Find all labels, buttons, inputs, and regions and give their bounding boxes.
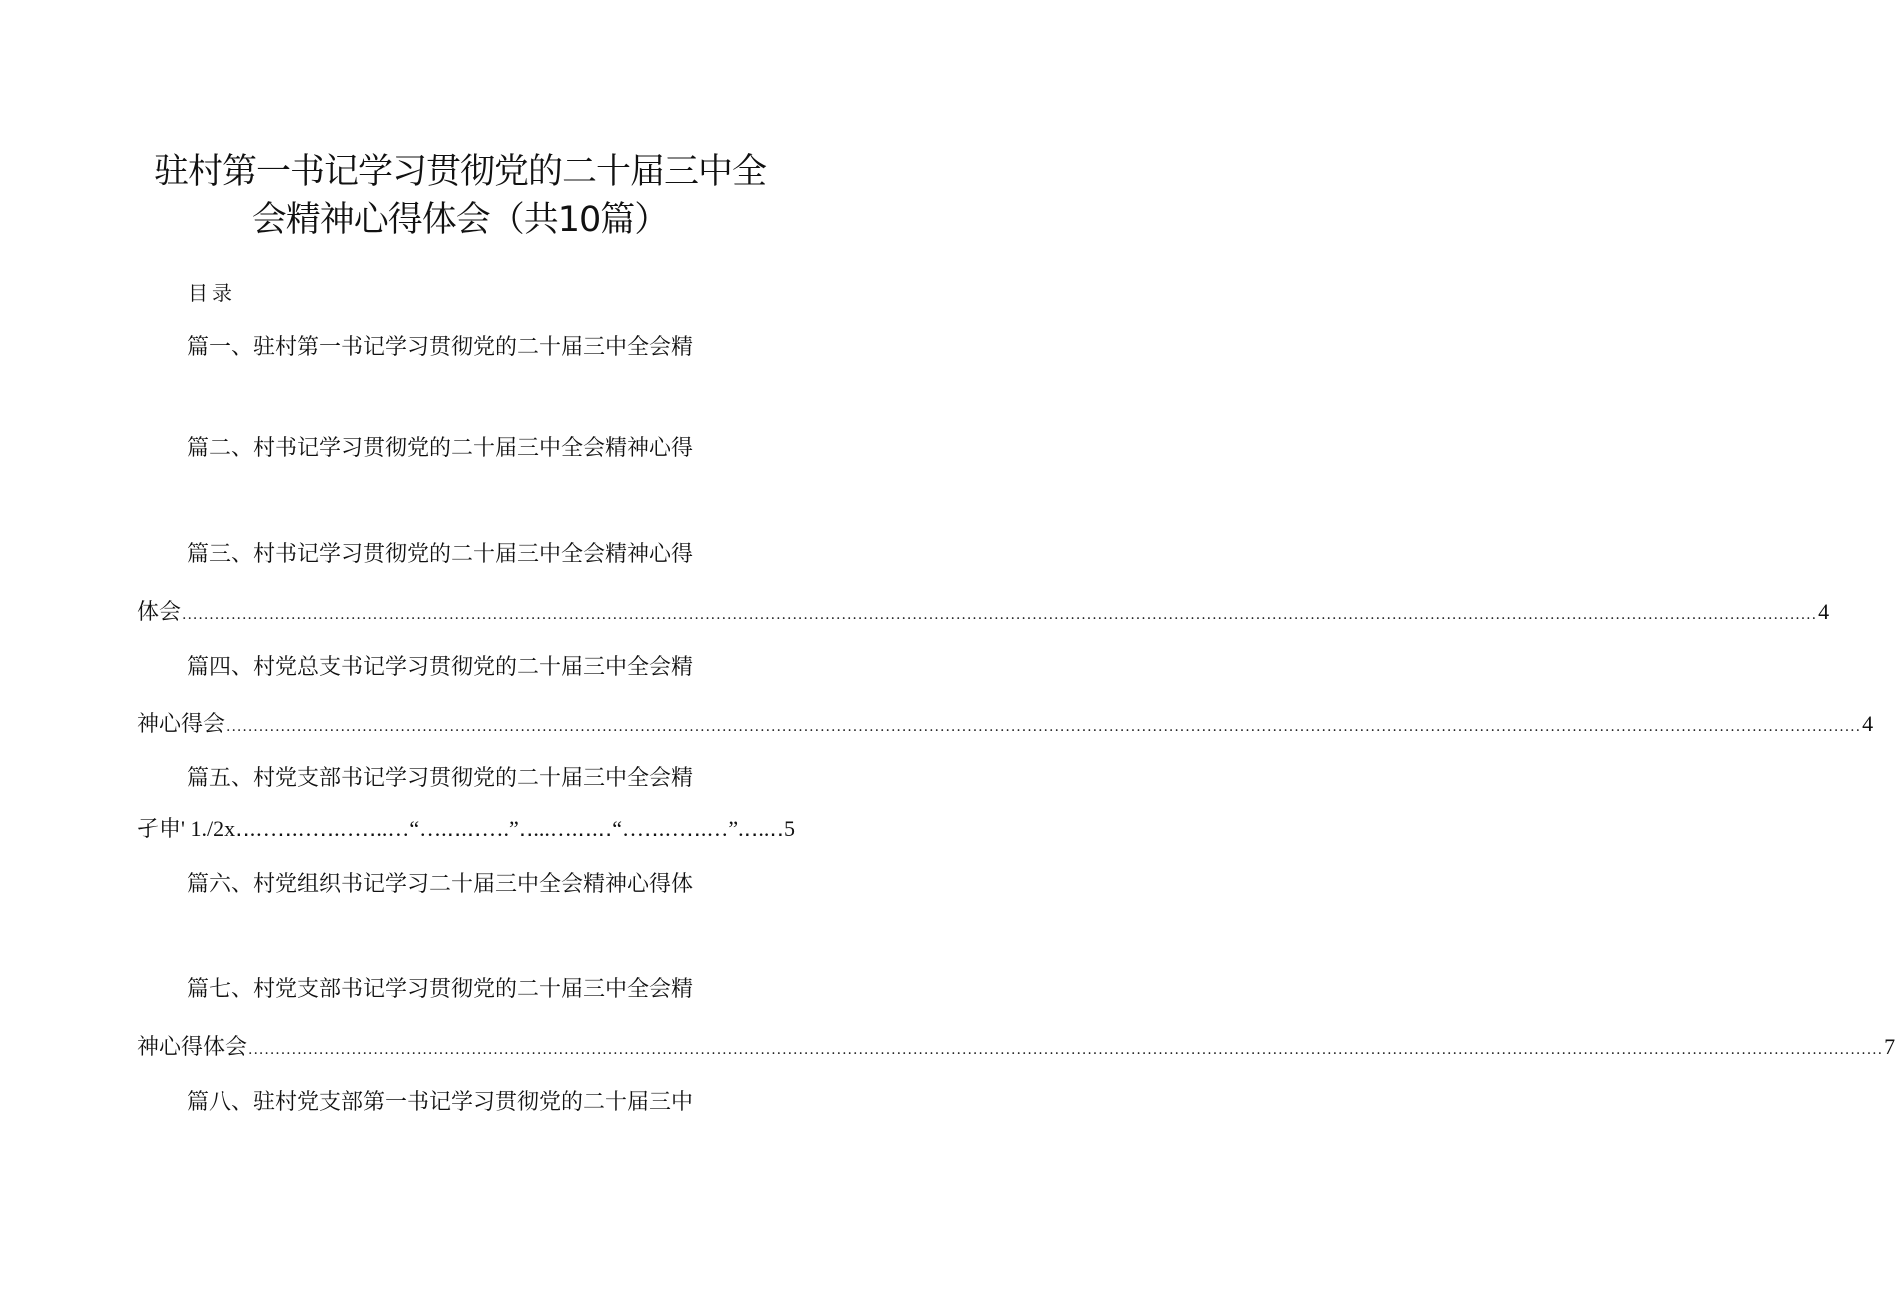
toc-entry-7[interactable]: 篇七、村党支部书记学习贯彻党的二十届三中全会精	[187, 977, 694, 1002]
toc-entry-4[interactable]: 篇四、村党总支书记学习贯彻党的二十届三中全会精	[187, 655, 694, 680]
dot-leader: ............................................................................................................................................................................................................................................................................................................	[248, 1042, 1884, 1058]
toc-entry-8[interactable]: 篇八、驻村党支部第一书记学习贯彻党的二十届三中	[187, 1090, 694, 1115]
toc-entry-2[interactable]: 篇二、村书记学习贯彻党的二十届三中全会精神心得	[187, 436, 694, 461]
dot-leader: ............................................................................................................................................................................................................................................................................................................	[226, 719, 1862, 735]
toc-entry-1[interactable]: 篇一、驻村第一书记学习贯彻党的二十届三中全会精	[187, 335, 694, 360]
toc-entry-4-page: 4	[1862, 711, 1874, 736]
document-title-line-1: 驻村第一书记学习贯彻党的二十届三中全	[153, 152, 766, 192]
toc-entry-3-continuation[interactable]	[137, 597, 1830, 627]
toc-entry-3[interactable]: 篇三、村书记学习贯彻党的二十届三中全会精神心得	[187, 542, 694, 567]
toc-entry-7-continuation[interactable]	[137, 1032, 1895, 1062]
toc-entry-5-garbled-line[interactable]: 孑申' 1./2x‥.…‥.…‥.…‥..…“….‥.‥….”‥...….‥.‥“…‥.…‥.…”.‥..‥5	[137, 816, 796, 841]
toc-entry-6[interactable]: 篇六、村党组织书记学习二十届三中全会精神心得体	[187, 872, 694, 897]
toc-entry-7-page: 7	[1884, 1034, 1895, 1059]
toc-entry-4-tail: 神心得会	[137, 712, 226, 737]
toc-entry-3-page: 4	[1818, 599, 1830, 624]
toc-entry-3-tail: 体会	[137, 600, 182, 625]
toc-entry-4-continuation[interactable]	[137, 709, 1874, 739]
toc-entry-7-tail: 神心得体会	[137, 1035, 248, 1060]
toc-entry-5[interactable]: 篇五、村党支部书记学习贯彻党的二十届三中全会精	[187, 766, 694, 791]
toc-heading: 目录	[188, 281, 236, 305]
dot-leader: ............................................................................................................................................................................................................................................................................................................	[182, 607, 1818, 623]
document-title-line-2: 会精神心得体会（共10篇）	[251, 200, 669, 240]
